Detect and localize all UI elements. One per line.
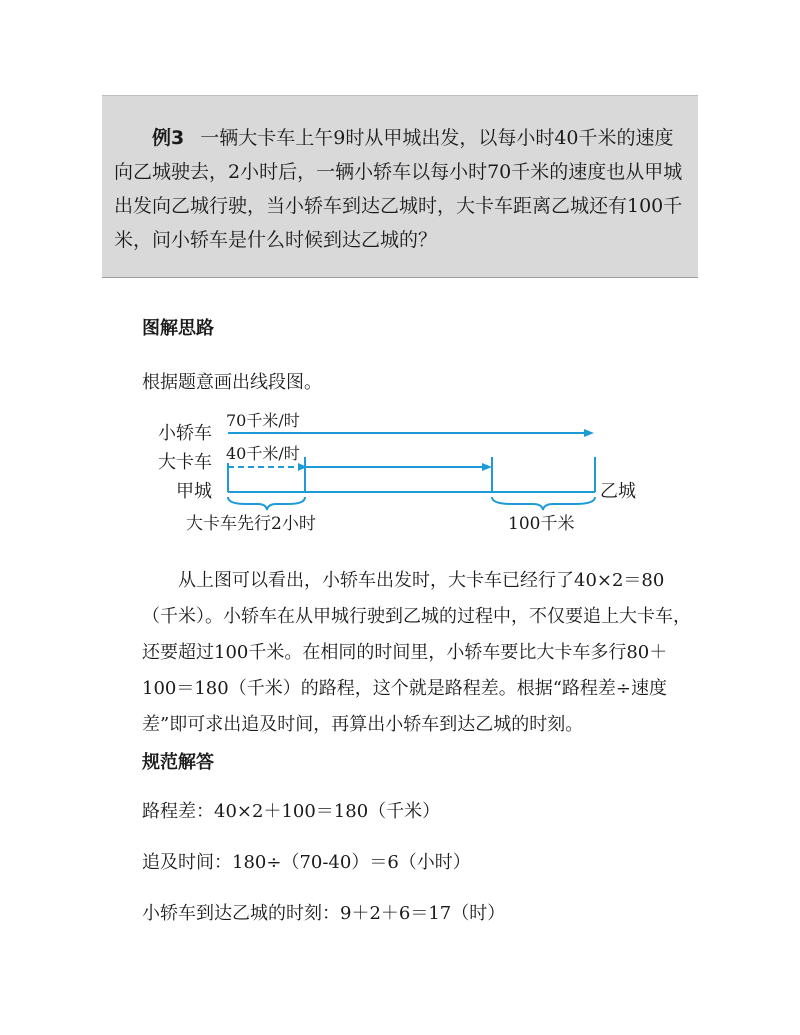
section-title-diagram-approach: 图解思路: [142, 318, 214, 339]
car-arrowhead: [584, 429, 594, 437]
solution-line-arrival-time: 小轿车到达乙城的时刻：9＋2＋6＝17（时）: [142, 903, 506, 924]
truck-arrowhead: [482, 463, 492, 471]
truck-label: 大卡车: [158, 452, 212, 473]
car-label: 小轿车: [158, 423, 212, 444]
solution-line-distance-difference: 路程差：40×2＋100＝180（千米）: [142, 801, 441, 822]
diagram-intro: 根据题意画出线段图。: [142, 372, 322, 393]
remaining-brace: [492, 497, 595, 510]
car-speed-label: 70千米/时: [226, 411, 300, 430]
remaining-distance-label: 100千米: [508, 514, 575, 534]
example-problem-box: [102, 95, 698, 278]
diagram-lines: [228, 429, 595, 510]
analysis-paragraph: 从上图可以看出，小轿车出发时，大卡车已经行了40×2＝80（千米）。小轿车在从甲城行驶到乙城的过程中，不仅要追上大卡车，还要超过100千米。在相同的时间里，小轿车要比大卡车多行80＋100＝180（千米）的路程，这个就是路程差。根据“路程差÷速度差”即可求出追及时间，再算出小轿车到达乙城的时刻。: [142, 570, 691, 735]
problem-body: 一辆大卡车上午9时从甲城出发，以每小时40千米的速度向乙城驶去，2小时后，一辆小轿车以每小时70千米的速度也从甲城出发向乙城行驶，当小轿车到达乙城时，大卡车距离乙城还有100千米，问小轿车是什么时候到达乙城的？: [114, 127, 683, 251]
city-b-label: 乙城: [600, 481, 636, 502]
problem-text: [114, 121, 688, 257]
solution-line-catch-up-time: 追及时间：180÷（70-40）＝6（小时）: [142, 852, 471, 873]
section-title-standard-solution: 规范解答: [142, 752, 214, 773]
city-a-label: 甲城: [176, 481, 212, 502]
head-start-brace: [228, 497, 305, 510]
line-segment-diagram: [150, 405, 660, 545]
truck-speed-label: 40千米/时: [226, 444, 300, 463]
example-label: 例3: [152, 127, 185, 149]
head-start-label: 大卡车先行2小时: [186, 514, 316, 534]
